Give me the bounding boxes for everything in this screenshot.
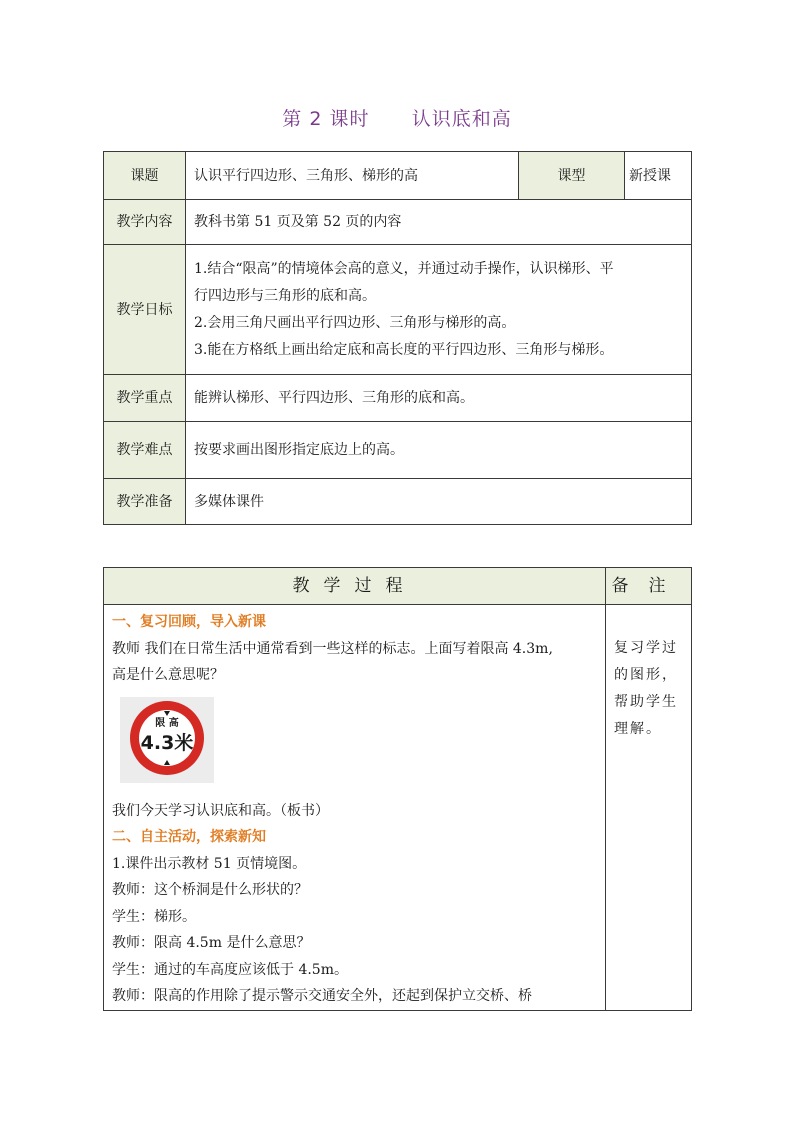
notes-content <box>606 605 692 1011</box>
topic-value: 认识平行四边形、三角形、梯形的高 <box>186 152 519 200</box>
goal-value <box>186 245 692 375</box>
height-limit-sign <box>120 697 214 783</box>
content-label: 教学内容 <box>104 200 186 245</box>
process-content <box>104 605 606 1011</box>
topic-label: 课题 <box>104 152 186 200</box>
section-heading: 二、自主活动，探索新知 <box>112 829 266 845</box>
paragraph: 1.课件出示教材 51 页情境图。 <box>112 855 307 872</box>
difficulty-value: 按要求画出图形指定底边上的高。 <box>186 422 692 479</box>
prep-value: 多媒体课件 <box>186 479 692 525</box>
paragraph: 教师：限高 4.5m 是什么意思？ <box>112 935 311 951</box>
focus-value: 能辨认梯形、平行四边形、三角形的底和高。 <box>186 375 692 422</box>
type-value: 新授课 <box>625 152 692 200</box>
note-line: 复习学过 <box>614 640 678 656</box>
goal-label: 教学日标 <box>104 245 186 375</box>
content-value: 教科书第 51 页及第 52 页的内容 <box>186 200 692 245</box>
prep-label: 教学准备 <box>104 479 186 525</box>
sign-top-text: 限 高 <box>155 717 179 729</box>
goal-line: 行四边形与三角形的底和高。 <box>194 287 376 304</box>
goal-line: 1.结合“限高”的情境体会高的意义，并通过动手操作，认识梯形、平 <box>194 260 614 277</box>
type-label: 课型 <box>519 152 625 200</box>
sign-value-text: 4.3米 <box>140 731 194 754</box>
paragraph: 学生：梯形。 <box>112 908 196 925</box>
page-title: 第 2 课时 认识底和高 <box>282 108 512 130</box>
lesson-info-table <box>103 151 692 525</box>
section-heading: 一、复习回顾，导入新课 <box>112 614 266 630</box>
paragraph: 学生：通过的车高度应该低于 4.5m。 <box>112 961 348 978</box>
note-line: 帮助学生 <box>614 694 678 710</box>
teaching-process-table <box>103 567 692 1011</box>
difficulty-label: 教学难点 <box>104 422 186 479</box>
paragraph: 教师 我们在日常生活中通常看到一些这样的标志。上面写着限高 4.3m, <box>112 640 553 657</box>
paragraph: 高是什么意思呢？ <box>112 667 224 683</box>
paragraph: 教师：限高的作用除了提示警示交通安全外，还起到保护立交桥、桥 <box>112 988 532 1004</box>
paragraph: 教师：这个桥洞是什么形状的？ <box>112 882 308 898</box>
goal-line: 3.能在方格纸上画出给定底和高长度的平行四边形、三角形与梯形。 <box>194 341 614 358</box>
focus-label: 教学重点 <box>104 375 186 422</box>
notes-header: 备注 <box>606 568 692 605</box>
note-line: 的图形， <box>614 667 678 683</box>
process-header: 教学过程 <box>104 568 606 605</box>
goal-line: 2.会用三角尺画出平行四边形、三角形与梯形的高。 <box>194 314 516 331</box>
note-line: 理解。 <box>614 721 662 737</box>
paragraph: 我们今天学习认识底和高。（板书） <box>112 802 329 819</box>
